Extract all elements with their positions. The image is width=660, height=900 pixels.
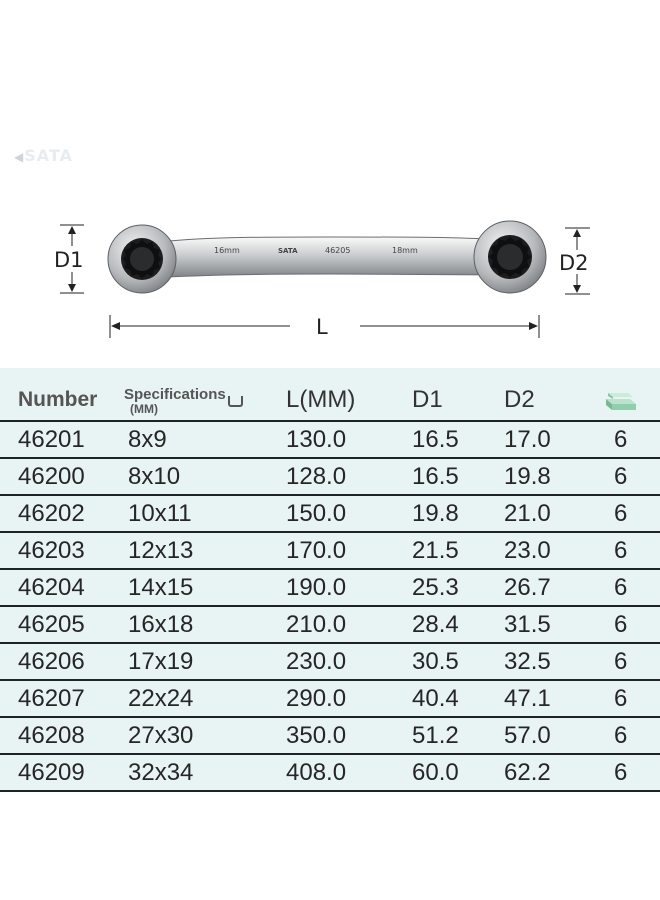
header-specifications-unit: (MM) xyxy=(130,402,158,416)
cell-qty: 6 xyxy=(614,759,628,786)
wrench-diagram xyxy=(0,190,660,350)
cell-d1: 25.3 xyxy=(412,574,459,601)
cell-spec: 17x19 xyxy=(128,648,194,675)
cell-d2: 47.1 xyxy=(504,685,551,712)
l-dimension xyxy=(110,315,539,339)
cell-number: 46200 xyxy=(18,463,85,490)
cell-length: 150.0 xyxy=(286,500,347,527)
cell-qty: 6 xyxy=(614,685,628,712)
cell-d2: 31.5 xyxy=(504,611,551,638)
stack-icon xyxy=(604,390,638,412)
cell-spec: 12x13 xyxy=(128,537,194,564)
table-row xyxy=(0,533,660,570)
arrow-right-icon xyxy=(529,322,538,330)
cell-qty: 6 xyxy=(614,500,628,527)
cell-length: 170.0 xyxy=(286,537,347,564)
cell-d2: 62.2 xyxy=(504,759,551,786)
cell-qty: 6 xyxy=(614,722,628,749)
header-d2: D2 xyxy=(504,386,535,413)
cell-qty: 6 xyxy=(614,463,628,490)
cell-number: 46203 xyxy=(18,537,85,564)
arrow-up-icon xyxy=(68,226,76,234)
table-row xyxy=(0,459,660,496)
arrow-down-icon xyxy=(68,284,76,292)
arrow-left-icon xyxy=(111,322,120,330)
cell-length: 408.0 xyxy=(286,759,347,786)
cell-length: 128.0 xyxy=(286,463,347,490)
header-specifications-label: Specifications xyxy=(124,386,226,403)
cell-d1: 21.5 xyxy=(412,537,459,564)
cell-d1: 19.8 xyxy=(412,500,459,527)
ratchet-wrench-illustration xyxy=(108,221,546,293)
cell-number: 46208 xyxy=(18,722,85,749)
cup-icon xyxy=(228,396,243,407)
cell-d2: 17.0 xyxy=(504,426,551,453)
cell-length: 130.0 xyxy=(286,426,347,453)
cell-number: 46201 xyxy=(18,426,85,453)
cell-qty: 6 xyxy=(614,611,628,638)
table-header-row xyxy=(0,368,660,422)
cell-length: 350.0 xyxy=(286,722,347,749)
cell-length: 210.0 xyxy=(286,611,347,638)
cell-spec: 32x34 xyxy=(128,759,194,786)
d1-dimension xyxy=(54,225,84,293)
cell-number: 46204 xyxy=(18,574,85,601)
table-row xyxy=(0,607,660,644)
cell-qty: 6 xyxy=(614,426,628,453)
cell-d1: 16.5 xyxy=(412,426,459,453)
table-row xyxy=(0,755,660,792)
header-specifications xyxy=(124,388,226,416)
cell-number: 46206 xyxy=(18,648,85,675)
cell-spec: 10x11 xyxy=(128,500,192,527)
cell-number: 46202 xyxy=(18,500,85,527)
cell-d2: 23.0 xyxy=(504,537,551,564)
engraving-logo: SATA xyxy=(278,247,298,255)
cell-length: 290.0 xyxy=(286,685,347,712)
cell-length: 190.0 xyxy=(286,574,347,601)
d1-label: D1 xyxy=(54,248,84,272)
brand-text: SATA xyxy=(24,146,73,165)
header-length: L(MM) xyxy=(286,386,356,413)
cell-spec: 8x9 xyxy=(128,426,167,453)
cell-spec: 16x18 xyxy=(128,611,194,638)
cell-d2: 26.7 xyxy=(504,574,551,601)
l-label: L xyxy=(316,315,328,339)
engraving-model: 46205 xyxy=(325,246,351,255)
d2-dimension xyxy=(559,228,590,294)
table-row xyxy=(0,681,660,718)
cell-number: 46205 xyxy=(18,611,85,638)
table-row xyxy=(0,570,660,607)
cell-qty: 6 xyxy=(614,574,628,601)
header-number: Number xyxy=(18,388,98,411)
cell-d1: 60.0 xyxy=(412,759,459,786)
cell-d1: 28.4 xyxy=(412,611,459,638)
cell-d1: 16.5 xyxy=(412,463,459,490)
table-body xyxy=(0,422,660,792)
cell-d1: 40.4 xyxy=(412,685,459,712)
cell-spec: 27x30 xyxy=(128,722,194,749)
engraving-right-size: 18mm xyxy=(392,246,418,255)
cell-length: 230.0 xyxy=(286,648,347,675)
cell-spec: 8x10 xyxy=(128,463,181,490)
cell-d2: 19.8 xyxy=(504,463,551,490)
spec-table xyxy=(0,368,660,792)
brand-watermark xyxy=(14,146,73,165)
arrow-up-icon xyxy=(573,229,581,237)
cell-spec: 14x15 xyxy=(128,574,194,601)
cell-spec: 22x24 xyxy=(128,685,194,712)
cell-d2: 32.5 xyxy=(504,648,551,675)
cell-d2: 57.0 xyxy=(504,722,551,749)
cell-d1: 30.5 xyxy=(412,648,459,675)
cell-number: 46209 xyxy=(18,759,85,786)
cell-number: 46207 xyxy=(18,685,85,712)
cell-qty: 6 xyxy=(614,648,628,675)
table-row xyxy=(0,422,660,459)
table-row xyxy=(0,718,660,755)
cell-qty: 6 xyxy=(614,537,628,564)
engraving-left-size: 16mm xyxy=(214,246,240,255)
d2-label: D2 xyxy=(559,251,589,275)
table-row xyxy=(0,496,660,533)
header-d1: D1 xyxy=(412,386,443,413)
arrow-down-icon xyxy=(573,285,581,293)
cell-d1: 51.2 xyxy=(412,722,459,749)
triangle-left-icon: ◀ xyxy=(14,150,25,164)
cell-d2: 21.0 xyxy=(504,500,551,527)
table-row xyxy=(0,644,660,681)
